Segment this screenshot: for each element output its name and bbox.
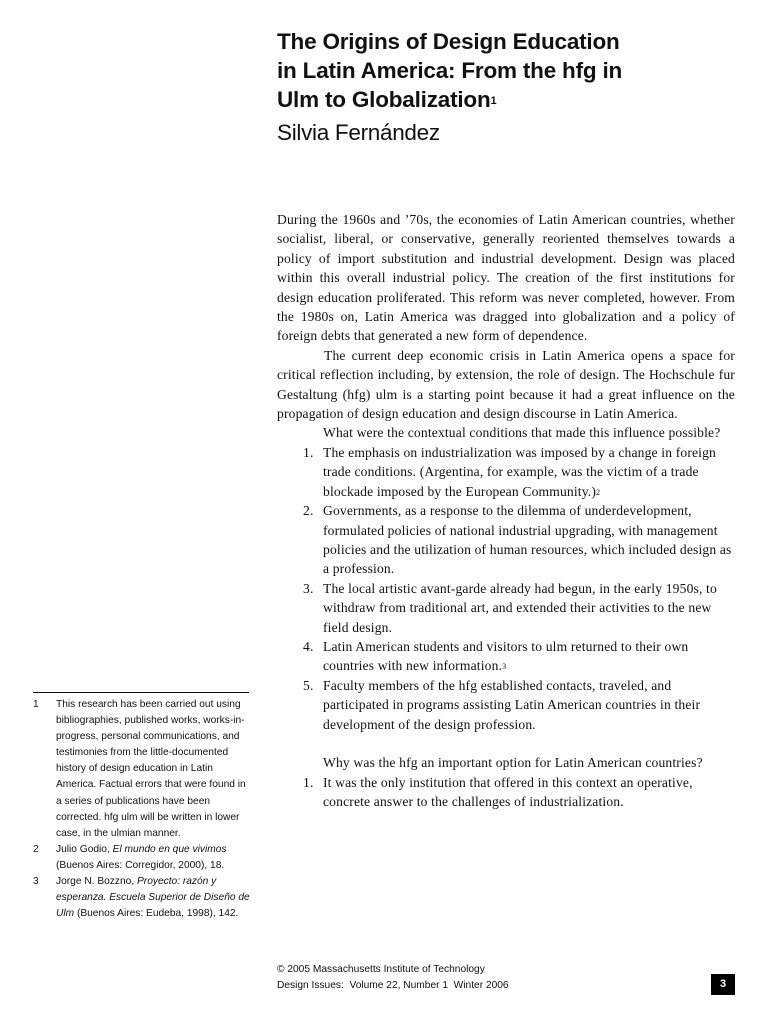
article-body	[277, 210, 735, 812]
title-line-3: Ulm to Globalization	[277, 87, 491, 112]
paragraph-1: During the 1960s and ’70s, the economies of Latin American countries, whether socialist, liberal, or conservative, generally reoriented themselves towards a policy of import substitution and industrial development. Design was placed within this overall industrial policy. The creation of the first institutions for design education proliferated. This reform was never completed, however. From the 1980s on, Latin America was dragged into globalization and a policy of foreign debts that generated a new form of dependence.	[277, 212, 735, 344]
footnote-ref-3[interactable]: 3	[502, 662, 507, 672]
title-line-2: in Latin America: From the hfg in	[277, 58, 623, 83]
footnote-ref-2[interactable]: 2	[596, 487, 601, 497]
footnotes	[33, 697, 253, 922]
copyright-line: © 2005 Massachusetts Institute of Technology	[277, 964, 485, 975]
list-item: 1. The emphasis on industrialization was imposed by a change in foreign trade conditions. (Argentina, for example, was the victim of a trade blockade imposed by the European Community.)$^2$	[303, 444, 716, 499]
list-item: 2. Governments, as a response to the dilemma of underdevelopment, formulated policies of national industrial upgrading, with management policies and the utilization of human resources, which included design as a profession.	[303, 503, 732, 577]
list-item: 5. Faculty members of the hfg established contacts, traveled, and participated in programs assisting Latin American countries in their development of the design profession.	[303, 677, 701, 732]
title-line-1: The Origins of Design Education	[277, 29, 620, 54]
journal-line: Design Issues: Volume 22, Number 1 Winter 2006	[277, 980, 509, 991]
page-number: 3	[711, 974, 735, 995]
footnote-3: 3 Jorge N. Bozzno, Proyecto: razón y esperanza. Escuela Superior de Diseño de Ulm (Buenos Aires: Eudeba, 1998), 142.	[33, 876, 250, 920]
author-name: Silvia Fernández	[277, 120, 440, 145]
reasons-list	[277, 773, 735, 812]
article-title	[277, 27, 747, 114]
footnote-divider	[33, 692, 249, 693]
list-item: 1. It was the only institution that offered in this context an operative, concrete answer to the challenges of industrialization.	[303, 774, 693, 810]
footnote-1: 1 This research has been carried out using bibliographies, published works, works-in-progress, personal communications, and testimonies from the little-documented history of design education in Latin America. Factual errors that were found in a series of publications have been corrected. hfg ulm will be written in lower case, in the ulmian manner.	[33, 699, 246, 839]
paragraph-2: The current deep economic crisis in Latin America opens a space for critical reflection including, by extension, the role of design. The Hochschule fur Gestaltung (hfg) ulm is a starting point because it had a great influence on the propagation of design education and design discourse in Latin America.	[277, 347, 735, 422]
question-2: Why was the hfg an important option for Latin American countries?	[323, 755, 703, 771]
list-item: 4. Latin American students and visitors to ulm returned to their own countries with new information.$^3$	[303, 638, 689, 674]
conditions-list	[277, 443, 735, 734]
footnote-2: 2 Julio Godio, El mundo en que vivimos (Buenos Aires: Corregidor, 2000), 18.	[33, 843, 227, 871]
page-footer	[277, 962, 509, 994]
title-footnote-ref[interactable]: 1	[490, 95, 497, 107]
list-item: 3. The local artistic avant-garde already had begun, in the early 1950s, to withdraw from traditional art, and extended their activities to the new field design.	[303, 580, 717, 635]
question-1: What were the contextual conditions that made this influence possible?	[323, 425, 721, 441]
